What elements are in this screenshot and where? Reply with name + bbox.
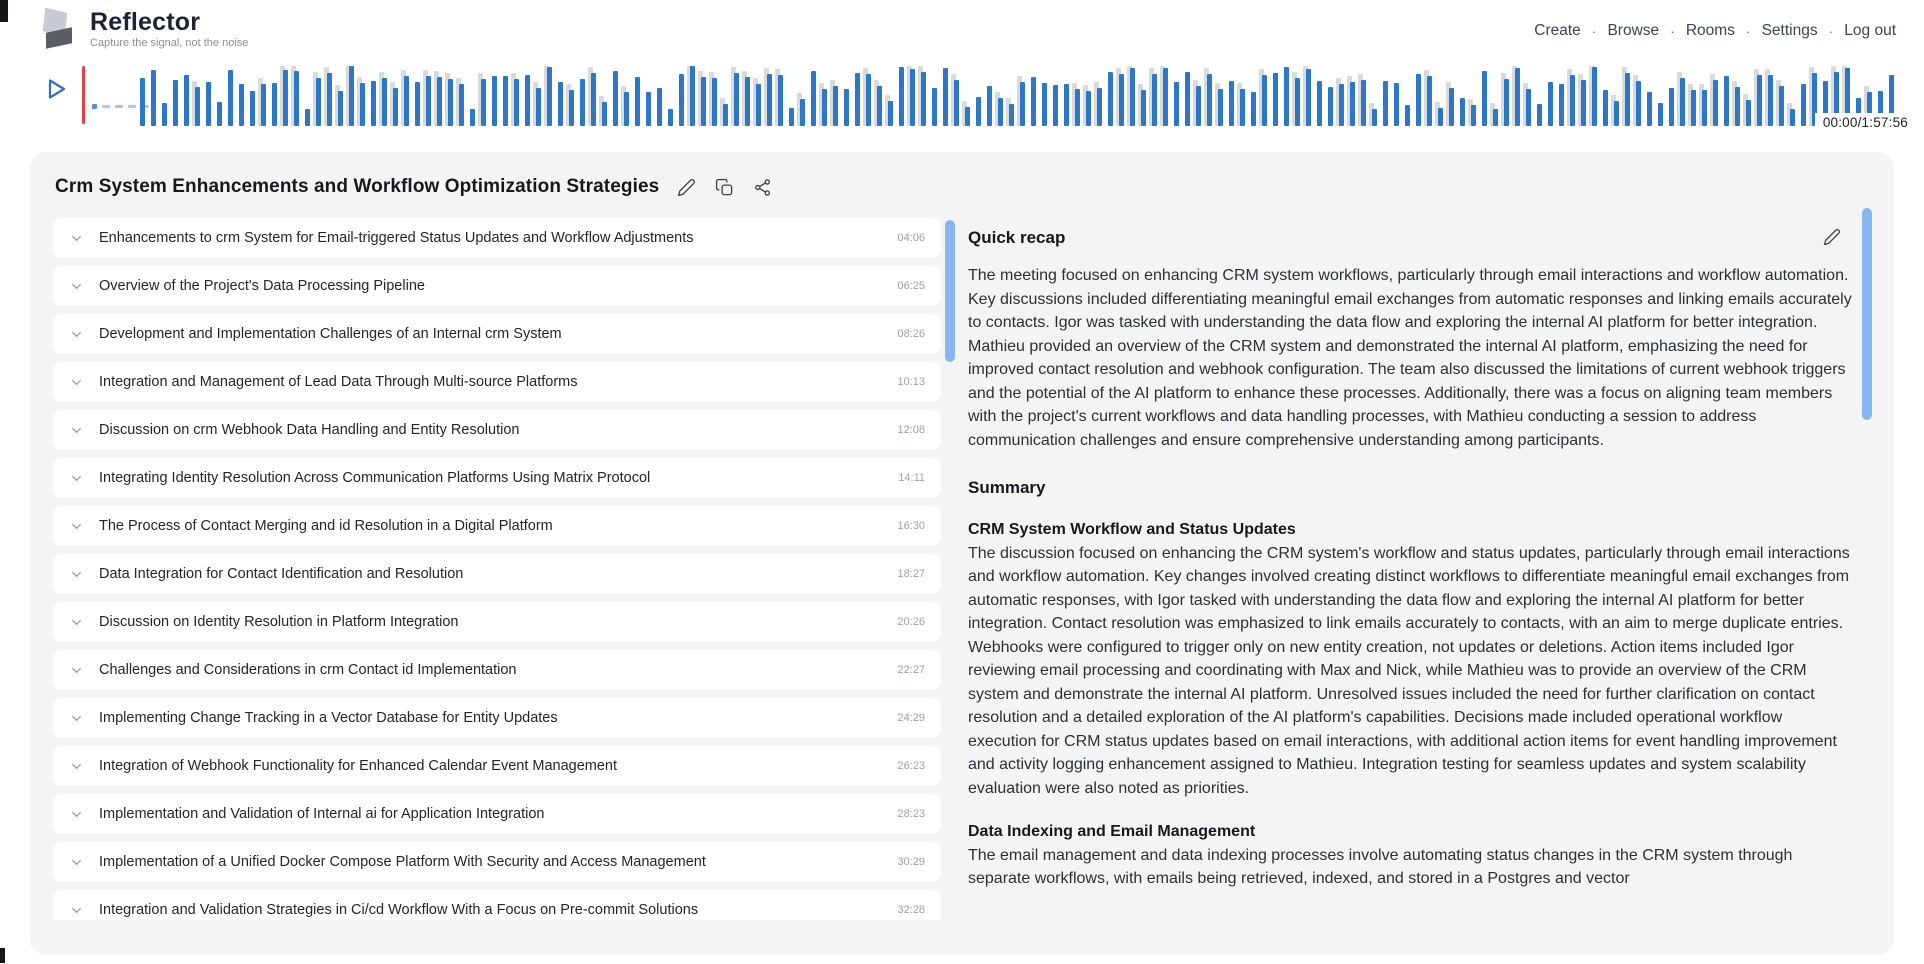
waveform-bar — [239, 84, 244, 126]
waveform-bar — [1493, 109, 1498, 126]
nav-link-browse[interactable]: Browse — [1607, 22, 1660, 39]
topic-label: Integration and Validation Strategies in Ci/cd Workflow With a Focus on Pre-commit Solutions — [99, 902, 699, 918]
topic-row[interactable] — [53, 362, 941, 402]
playhead[interactable] — [82, 66, 85, 124]
waveform-bar — [668, 109, 673, 126]
waveform-bar — [459, 84, 464, 126]
waveform-bar — [294, 71, 299, 126]
waveform-bar — [1064, 84, 1069, 126]
summary-section-heading: Data Indexing and Email Management — [968, 823, 1256, 840]
topic-row[interactable] — [53, 746, 941, 786]
waveform-bar — [899, 67, 904, 126]
waveform-bar — [382, 78, 387, 126]
waveform-bar — [624, 92, 629, 126]
topic-row[interactable] — [53, 410, 941, 450]
topic-timestamp: 12:08 — [897, 424, 925, 436]
app-header — [0, 0, 1924, 58]
waveform-bar — [657, 88, 662, 126]
chevron-down-icon[interactable] — [69, 614, 85, 630]
waveform-bar — [778, 75, 783, 126]
waveform-bar — [1075, 89, 1080, 126]
topic-label: Development and Implementation Challenges of an Internal crm System — [99, 326, 562, 342]
waveform-bar — [734, 73, 739, 126]
waveform-bar — [888, 101, 893, 126]
waveform-bar — [162, 103, 167, 126]
waveform-bar — [1207, 74, 1212, 126]
topic-timestamp: 22:27 — [897, 664, 925, 676]
chevron-down-icon[interactable] — [69, 230, 85, 246]
nav-separator: · — [1745, 23, 1751, 39]
summary-section — [968, 518, 1852, 800]
waveform-bar — [1471, 105, 1476, 126]
brand-tagline: Capture the signal, not the noise — [90, 37, 249, 49]
waveform-bar — [536, 88, 541, 126]
topic-label: Integration and Management of Lead Data Through Multi-source Platforms — [99, 374, 578, 390]
recording-title: Crm System Enhancements and Workflow Optimization Strategies — [55, 176, 660, 197]
waveform-bar — [305, 109, 310, 126]
topic-row[interactable] — [53, 554, 941, 594]
waveform-bar — [1262, 75, 1267, 126]
topic-timestamp: 20:26 — [897, 616, 925, 628]
chevron-down-icon[interactable] — [69, 662, 85, 678]
topic-row[interactable] — [53, 506, 941, 546]
waveform-bar — [800, 99, 805, 126]
waveform-bar — [1152, 74, 1157, 126]
chevron-down-icon[interactable] — [69, 374, 85, 390]
waveform-bar — [1515, 68, 1520, 126]
nav-link-settings[interactable]: Settings — [1761, 22, 1818, 39]
waveform-bar — [1042, 83, 1047, 126]
waveform-bar — [195, 87, 200, 126]
waveform-bar — [569, 90, 574, 126]
waveform-bar — [1790, 109, 1795, 126]
waveform-bar — [1350, 82, 1355, 126]
topic-list-scrollbar[interactable] — [945, 220, 955, 362]
waveform-bar — [470, 109, 475, 126]
waveform-bar — [316, 78, 321, 126]
copy-title-button[interactable] — [715, 177, 735, 197]
waveform-bar — [976, 97, 981, 126]
waveform-bar — [1086, 91, 1091, 126]
topic-timestamp: 26:23 — [897, 760, 925, 772]
waveform-bar — [767, 74, 772, 126]
waveform[interactable] — [80, 62, 1910, 128]
waveform-bar — [1504, 79, 1509, 126]
waveform-bar — [1614, 101, 1619, 126]
waveform-bar — [250, 91, 255, 126]
waveform-bar — [1328, 87, 1333, 126]
waveform-bar — [602, 102, 607, 126]
topic-timestamp: 08:26 — [897, 328, 925, 340]
topic-label: Discussion on crm Webhook Data Handling and Entity Resolution — [99, 422, 520, 438]
waveform-bar — [833, 86, 838, 126]
topic-list — [53, 218, 941, 920]
topic-row[interactable] — [53, 794, 941, 834]
pencil-icon — [1823, 234, 1841, 249]
chevron-down-icon[interactable] — [69, 902, 85, 918]
topic-timestamp: 14:11 — [898, 472, 925, 484]
summary-section-body: The discussion focused on enhancing the CRM system's workflow and status updates, particularly through email interactions and workflow automation. Key changes involved creating distinct workflows to differentiate meaningful email exchanges from automatic responses, with Igor tasked with understanding the data flow and exploring the internal AI platform for better integration. Contact resolution was emphasized to link emails accurately to contacts, with an aim to merge duplicate entries. Webhooks were configured to trigger only on new entity creation, not updates or deletions. Action items included Igor reviewing email processing and coordinating with Max and Nick, while Mathieu was to provide an overview of the CRM system and demonstrate the internal AI platform. Unresolved issues included the need for further clarification on contact resolution and a detailed exploration of the AI platform's capabilities. Decisions made included operational workflow execution for CRM status updates based on email interactions, with additional action items for event handling improvement and activity logging enhancement assigned to Mathieu. Integration testing for seamless updates and system scalability evaluation were also noted as priorities. — [968, 544, 1850, 797]
summary-heading: Summary — [968, 478, 1046, 497]
nav-separator: · — [1670, 23, 1675, 39]
waveform-bar — [206, 82, 211, 126]
waveform-bar — [1570, 75, 1575, 126]
waveform-bar — [1273, 73, 1278, 126]
summary-section-body: The email management and data indexing processes involve automating status changes in the CRM system through separate workflows, with emails being retrieved, indexed, and stored in a Postgres and vector — [968, 846, 1793, 887]
waveform-bar — [1779, 86, 1784, 126]
waveform-bar — [360, 83, 365, 126]
nav-separator: · — [1828, 23, 1834, 39]
waveform-bar — [679, 74, 684, 126]
waveform-bar — [1053, 85, 1058, 126]
waveform-bar — [965, 107, 970, 126]
waveform-bar — [1361, 80, 1366, 126]
waveform-bar — [1174, 82, 1179, 126]
waveform-bar — [1768, 75, 1773, 126]
topic-label: Integrating Identity Resolution Across Communication Platforms Using Matrix Protocol — [99, 470, 651, 486]
waveform-bar — [525, 75, 530, 126]
waveform-bar — [1460, 98, 1465, 126]
waveform-low-sample — [115, 105, 123, 108]
topic-timestamp: 04:06 — [897, 232, 925, 244]
quick-recap-heading: Quick recap — [968, 228, 1066, 247]
waveform-bar — [1537, 104, 1542, 126]
waveform-bar — [1383, 81, 1388, 126]
waveform-bar — [426, 76, 431, 126]
waveform-bar — [1119, 74, 1124, 126]
waveform-bar — [1746, 100, 1751, 126]
waveform-bar — [701, 77, 706, 126]
waveform-bar — [1702, 90, 1707, 126]
waveform-bar — [635, 77, 640, 126]
waveform-bar — [437, 77, 442, 126]
topic-label: Integration of Webhook Functionality for Enhanced Calendar Event Management — [99, 758, 618, 774]
waveform-bar — [866, 74, 871, 126]
waveform-bar — [151, 70, 156, 126]
topic-label: Implementing Change Tracking in a Vector Database for Entity Updates — [99, 710, 558, 726]
brand-name: Reflector — [90, 8, 201, 36]
chevron-down-icon[interactable] — [69, 806, 85, 822]
waveform-bar — [1097, 88, 1102, 126]
waveform-bar — [503, 76, 508, 126]
summary-section — [968, 820, 1852, 891]
waveform-bar — [789, 108, 794, 126]
waveform-bar — [558, 82, 563, 126]
waveform-bar — [272, 83, 277, 126]
waveform-bar — [1295, 78, 1300, 126]
summary-sections — [968, 518, 1852, 891]
chevron-down-icon[interactable] — [69, 710, 85, 726]
waveform-bar — [998, 98, 1003, 126]
waveform-bar — [1724, 76, 1729, 126]
waveform-bar — [349, 66, 354, 126]
waveform-bar — [1680, 78, 1685, 126]
waveform-bar — [844, 89, 849, 126]
chevron-down-icon[interactable] — [69, 278, 85, 294]
waveform-low-sample — [102, 105, 110, 108]
waveform-bar — [580, 79, 585, 126]
topic-label: Discussion on Identity Resolution in Platform Integration — [99, 614, 459, 630]
topic-timestamp: 28:23 — [897, 808, 925, 820]
waveform-bar — [954, 80, 959, 126]
chevron-down-icon[interactable] — [69, 854, 85, 870]
topic-timestamp: 16:30 — [897, 520, 925, 532]
waveform-bar — [811, 71, 816, 126]
edit-title-button[interactable] — [677, 177, 697, 197]
waveform-bar — [1559, 84, 1564, 126]
waveform-bar — [690, 66, 695, 126]
topic-label: The Process of Contact Merging and id Resolution in a Digital Platform — [99, 518, 553, 534]
waveform-bar — [756, 84, 761, 126]
nav-separator: · — [1591, 23, 1597, 39]
waveform-bar — [1251, 92, 1256, 126]
brand — [40, 8, 248, 50]
waveform-bar — [184, 75, 189, 126]
topic-timestamp: 24:29 — [897, 712, 925, 724]
topic-row[interactable] — [53, 602, 941, 642]
waveform-bar — [261, 84, 266, 126]
waveform-bar — [1372, 109, 1377, 126]
waveform-bar — [1636, 81, 1641, 126]
waveform-bar — [1185, 72, 1190, 126]
waveform-bar — [877, 86, 882, 126]
topic-timestamp: 10:13 — [897, 376, 925, 388]
waveform-bar — [1339, 84, 1344, 126]
waveform-bar — [1592, 67, 1597, 126]
waveform-bar — [613, 71, 618, 126]
waveform-bar — [987, 86, 992, 126]
waveform-bar — [932, 88, 937, 126]
topic-row[interactable] — [53, 218, 941, 258]
waveform-bar — [1691, 90, 1696, 126]
waveform-bar — [371, 81, 376, 126]
waveform-bar — [1163, 68, 1168, 126]
waveform-low-sample — [128, 105, 136, 108]
waveform-bar — [228, 70, 233, 126]
waveform-bar — [822, 89, 827, 126]
topic-label: Enhancements to crm System for Email-triggered Status Updates and Workflow Adjustments — [99, 230, 694, 246]
topic-timestamp: 30:29 — [897, 856, 925, 868]
waveform-bar — [712, 78, 717, 126]
waveform-bar — [1405, 105, 1410, 126]
chevron-down-icon[interactable] — [69, 566, 85, 582]
waveform-low-sample — [92, 104, 97, 109]
waveform-bar — [1757, 75, 1762, 126]
play-icon — [43, 90, 69, 105]
waveform-bar — [1647, 92, 1652, 126]
edit-summary-button[interactable] — [1822, 228, 1842, 248]
waveform-bar — [1229, 81, 1234, 126]
waveform-bar — [338, 91, 343, 126]
waveform-bar — [1658, 103, 1663, 126]
waveform-bar — [283, 70, 288, 126]
chevron-down-icon[interactable] — [69, 422, 85, 438]
topic-row[interactable] — [53, 266, 941, 306]
summary-scrollbar[interactable] — [1862, 208, 1872, 420]
waveform-bar — [1625, 73, 1630, 126]
waveform-bar — [1020, 82, 1025, 126]
waveform-bar — [745, 77, 750, 126]
waveform-bar — [1218, 89, 1223, 126]
waveform-bar — [1427, 76, 1432, 126]
chevron-down-icon[interactable] — [69, 470, 85, 486]
waveform-bar — [140, 78, 145, 126]
summary-section-heading: CRM System Workflow and Status Updates — [968, 521, 1296, 538]
play-button[interactable] — [42, 76, 70, 104]
topic-row[interactable] — [53, 458, 941, 498]
title-row — [55, 176, 773, 198]
waveform-bar — [1581, 80, 1586, 126]
waveform-bar — [1394, 83, 1399, 126]
waveform-bar — [1317, 81, 1322, 126]
waveform-bar — [481, 79, 486, 126]
waveform-bar — [173, 80, 178, 126]
waveform-bar — [1548, 82, 1553, 126]
main-nav — [1534, 22, 1896, 40]
summary-panel — [968, 208, 1852, 948]
waveform-bar — [1603, 90, 1608, 126]
waveform-bar — [921, 72, 926, 126]
waveform-bar — [217, 102, 222, 126]
pencil-icon — [677, 178, 697, 197]
chevron-down-icon[interactable] — [69, 758, 85, 774]
waveform-bar — [404, 76, 409, 126]
waveform-bar — [1669, 88, 1674, 126]
waveform-bar — [1031, 77, 1036, 126]
time-display: 00:00/1:57:56 — [1815, 113, 1910, 132]
quick-recap-text: The meeting focused on enhancing CRM system workflows, particularly through email interactions and workflow automation. Key discussions included differentiating meaningful email exchanges from automatic responses and linking emails accurately to contacts. Igor was tasked with understanding the data flow and exploring the internal AI platform for better integration. Mathieu provided an overview of the CRM system and demonstrated the internal AI platform, emphasizing the need for improved contact resolution and webhook configuration. The team also discussed the limitations of current webhook triggers and the potential of the AI platform to enhance these processes. Additionally, there was a focus on aligning team members with the project's current workflows and data handling processes, with Mathieu conducting a session to address communication challenges and ensure comprehensive understanding among participants. — [968, 267, 1852, 449]
waveform-bar — [1284, 67, 1289, 126]
waveform-bar — [1801, 84, 1806, 126]
waveform-bar — [723, 104, 728, 126]
topic-row[interactable] — [53, 698, 941, 738]
waveform-bar — [1141, 90, 1146, 126]
waveform-bar — [1482, 71, 1487, 126]
topic-row[interactable] — [53, 650, 941, 690]
nav-link-create[interactable]: Create — [1534, 22, 1581, 39]
waveform-bar — [1526, 89, 1531, 126]
waveform-bar — [1449, 88, 1454, 126]
waveform-bar — [1240, 89, 1245, 126]
share-icon — [753, 178, 773, 197]
waveform-bar — [1713, 80, 1718, 126]
topic-label: Implementation and Validation of Internal ai for Application Integration — [99, 806, 545, 822]
nav-link-rooms[interactable]: Rooms — [1685, 22, 1735, 39]
main-card — [30, 152, 1894, 955]
topic-timestamp: 06:25 — [897, 280, 925, 292]
waveform-bar — [855, 73, 860, 126]
waveform-bar — [591, 73, 596, 126]
waveform-bar — [547, 67, 552, 126]
chevron-down-icon[interactable] — [69, 518, 85, 534]
waveform-bar — [1306, 69, 1311, 126]
waveform-bar — [1130, 68, 1135, 126]
waveform-bar — [448, 79, 453, 126]
waveform-bar — [415, 82, 420, 126]
waveform-bar — [492, 76, 497, 126]
waveform-bar — [327, 73, 332, 126]
copy-icon — [715, 178, 735, 197]
topic-row[interactable] — [53, 314, 941, 354]
topic-timestamp: 18:27 — [897, 568, 925, 580]
topic-label: Implementation of a Unified Docker Compose Platform With Security and Access Management — [99, 854, 706, 870]
topic-label: Data Integration for Contact Identification and Resolution — [99, 566, 464, 582]
waveform-bar — [1416, 74, 1421, 126]
waveform-bar — [943, 68, 948, 126]
waveform-bar — [393, 88, 398, 126]
waveform-bar — [1108, 72, 1113, 126]
topic-timestamp: 32:28 — [897, 904, 925, 916]
chevron-down-icon[interactable] — [69, 326, 85, 342]
waveform-bar — [1009, 104, 1014, 126]
waveform-bar — [1196, 86, 1201, 126]
topic-row[interactable] — [53, 842, 941, 882]
recap-header — [968, 228, 1852, 248]
waveform-bar — [1438, 108, 1443, 126]
reflector-logo-icon — [40, 8, 78, 50]
waveform-bar — [646, 92, 651, 126]
waveform-bar — [910, 69, 915, 126]
nav-link-log-out[interactable]: Log out — [1844, 22, 1896, 39]
waveform-bar — [514, 79, 519, 126]
share-button[interactable] — [753, 177, 773, 197]
screen-edge-artifact-bottom — [0, 948, 5, 963]
topic-label: Challenges and Considerations in crm Contact id Implementation — [99, 662, 517, 678]
waveform-bar — [1735, 87, 1740, 126]
topic-row[interactable] — [53, 890, 941, 920]
topic-label: Overview of the Project's Data Processing Pipeline — [99, 278, 425, 294]
